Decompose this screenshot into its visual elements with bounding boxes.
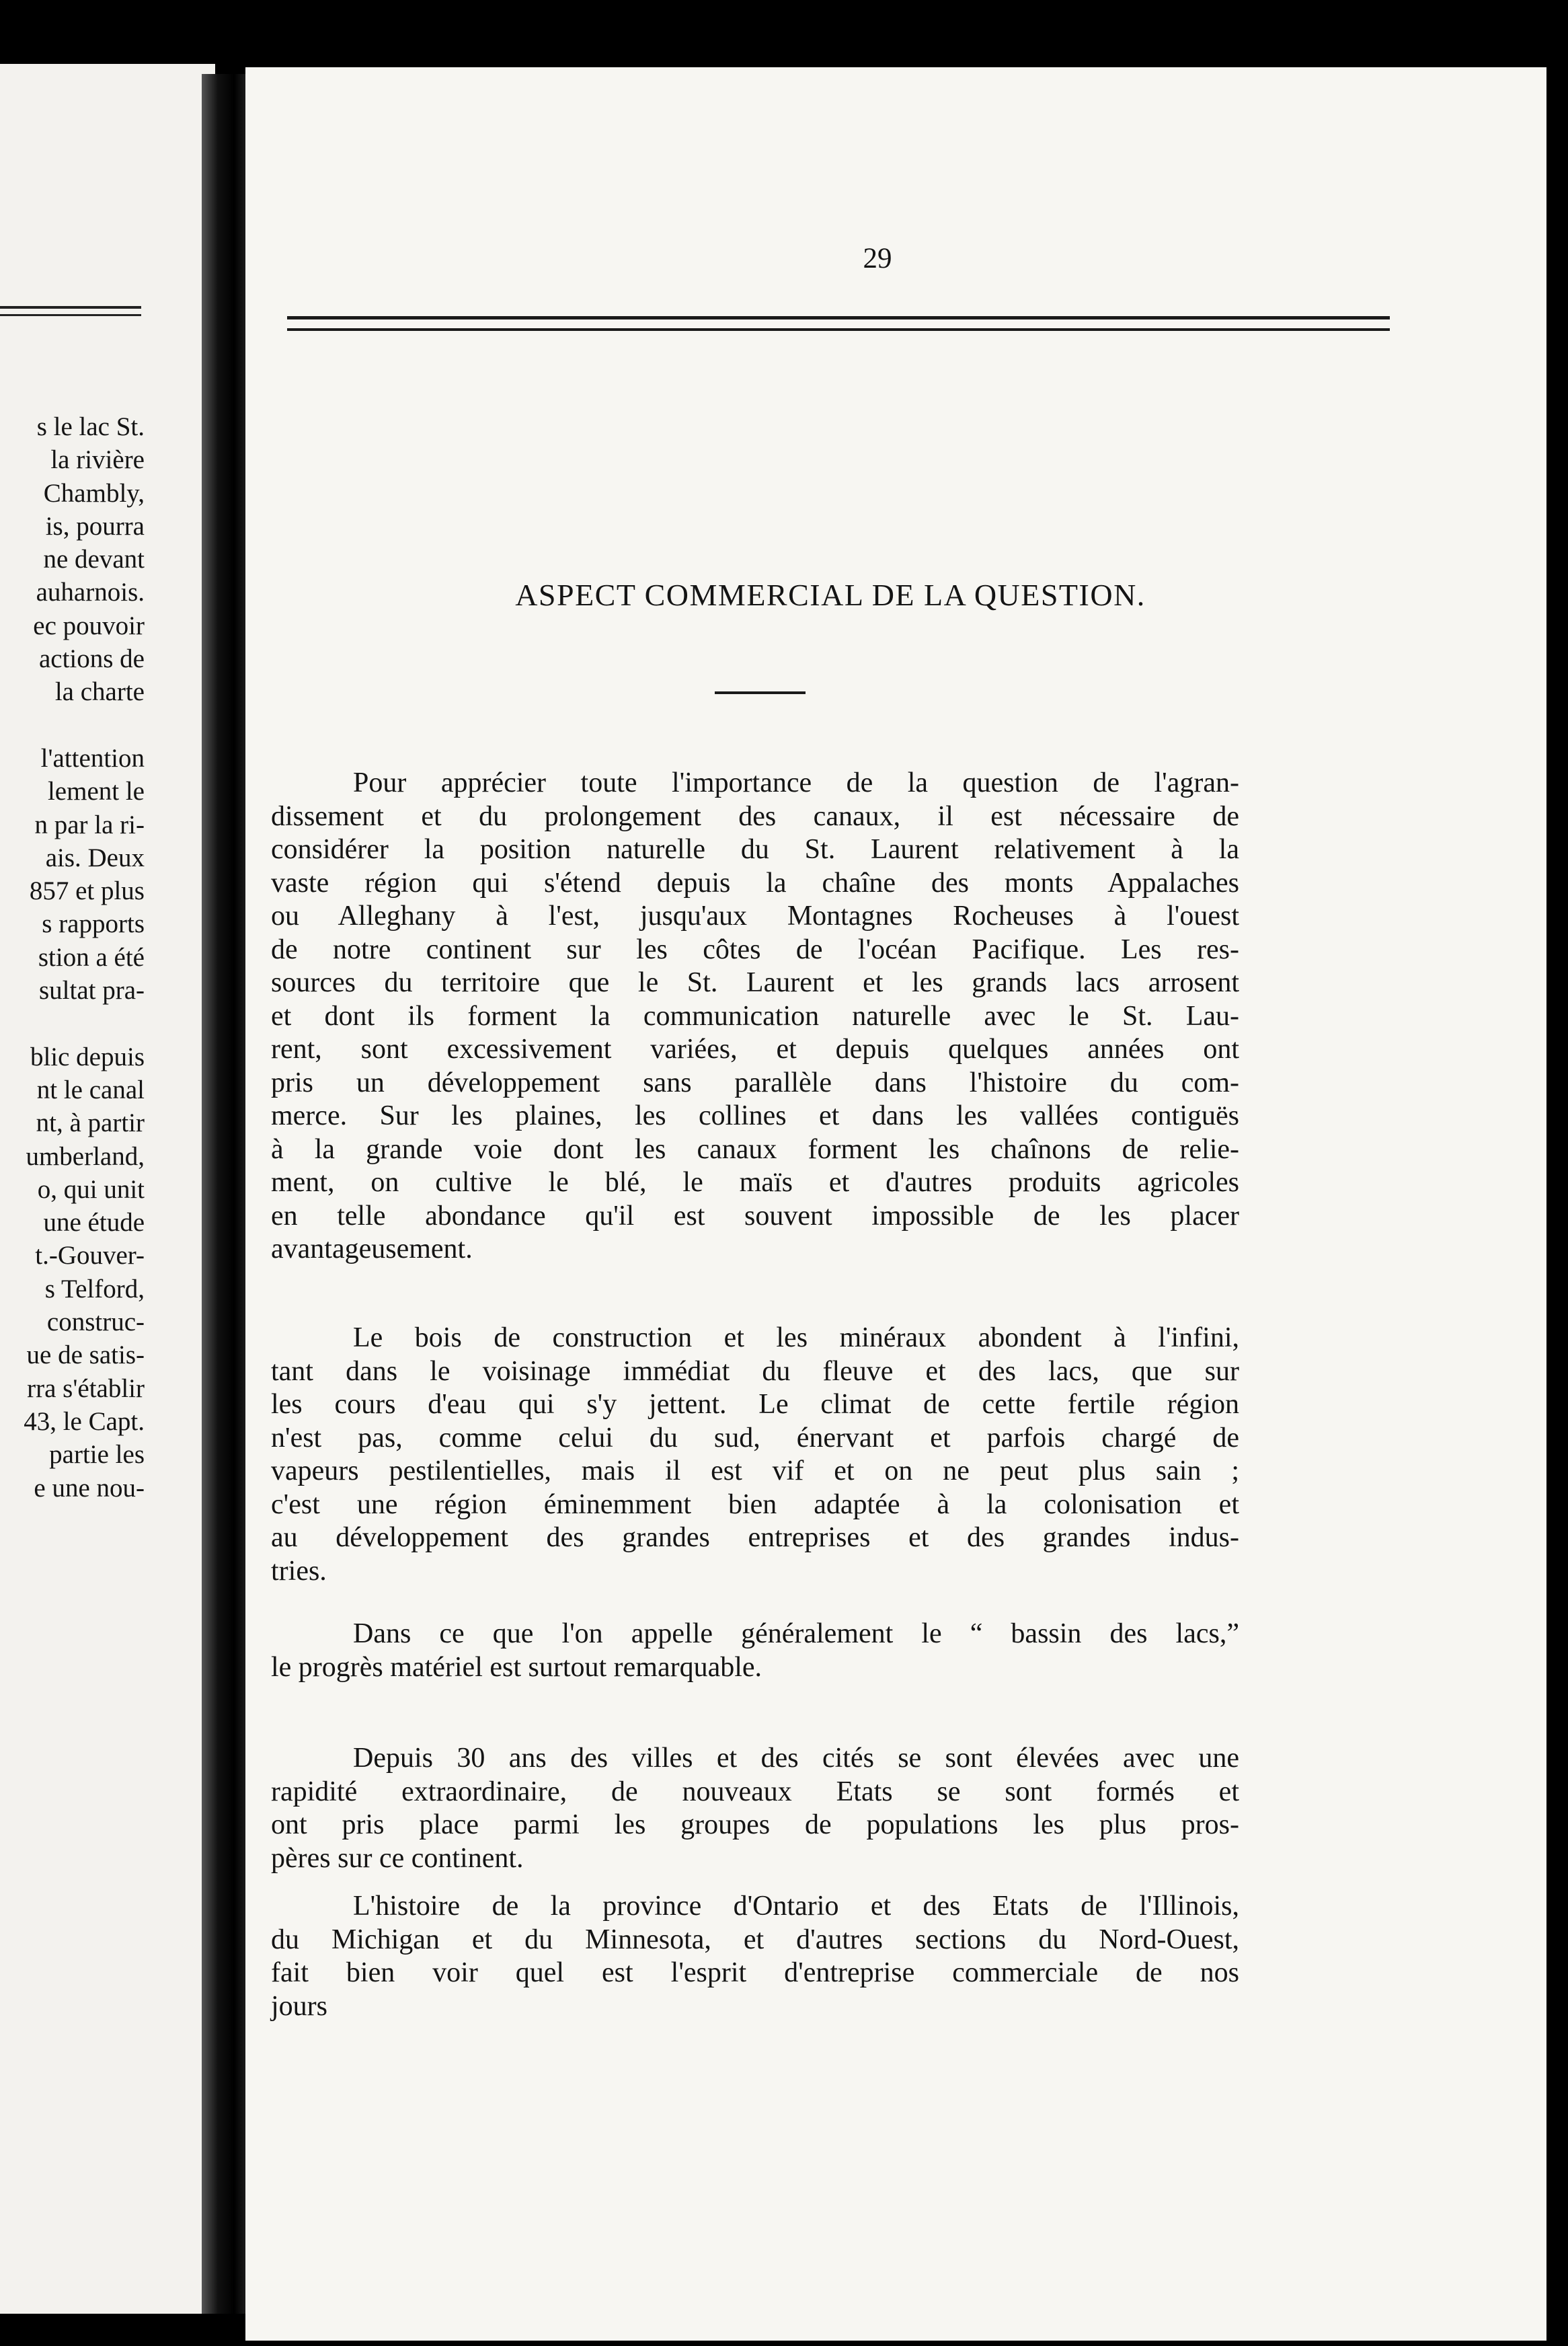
text-line: rapidité extraordinaire, de nouveaux Etats se sont formés et xyxy=(271,1776,1239,1807)
header-double-rule xyxy=(287,316,1390,331)
text-line: jours xyxy=(271,1990,327,2022)
text-line: tant dans le voisinage immédiat du fleuve et des lacs, que sur xyxy=(271,1355,1239,1387)
text-line: en telle abondance qu'il est souvent impossible de les placer xyxy=(271,1200,1239,1232)
text-line: le progrès matériel est surtout remarquable. xyxy=(271,1651,762,1683)
left-page-line: nt, à partir xyxy=(36,1108,145,1138)
text-line: et dont ils forment la communication naturelle avec le St. Lau- xyxy=(271,1000,1239,1032)
text-line: Le bois de construction et les minéraux abondent à l'infini, xyxy=(353,1322,1239,1353)
left-page-line: stion a été xyxy=(38,942,145,972)
left-page-line: blic depuis xyxy=(30,1042,145,1071)
left-page-line: ec pouvoir xyxy=(33,611,145,640)
left-page-line: l'attention xyxy=(40,743,145,773)
paragraph-2 xyxy=(271,1322,1239,1588)
left-page-line: ne devant xyxy=(43,545,145,574)
text-line: à la grande voie dont les canaux forment les chaînons de relie- xyxy=(271,1133,1239,1165)
left-page-rule xyxy=(0,306,141,309)
text-line: merce. Sur les plaines, les collines et dans les vallées contiguës xyxy=(271,1100,1239,1131)
left-page-line: s rapports xyxy=(42,909,145,939)
text-line: Dans ce que l'on appelle généralement le “ bassin des lacs,” xyxy=(353,1618,1239,1649)
left-page-line: 857 et plus xyxy=(29,876,145,906)
left-page-line xyxy=(0,1007,145,1040)
text-line: L'histoire de la province d'Ontario et des Etats de l'Illinois, xyxy=(353,1891,1239,1922)
paragraph-5 xyxy=(271,1890,1239,2023)
left-page-line: nt le canal xyxy=(36,1075,145,1104)
left-page-line: n par la ri- xyxy=(34,810,145,839)
text-line: avantageusement. xyxy=(271,1234,473,1264)
left-page-line: partie les xyxy=(49,1440,145,1470)
text-line: rent, sont excessivement variées, et depuis quelques années ont xyxy=(271,1034,1239,1065)
left-facing-page xyxy=(0,64,215,2314)
text-line: ou Alleghany à l'est, jusqu'aux Montagnes Rocheuses à l'ouest xyxy=(271,901,1239,932)
left-page-line: s le lac St. xyxy=(36,412,145,441)
text-line: ont pris place parmi les groupes de populations les plus pros- xyxy=(271,1809,1239,1840)
left-page-line: actions de xyxy=(38,644,145,674)
text-line: pris un développement sans parallèle dans l'histoire du com- xyxy=(271,1067,1239,1098)
left-page-line: construc- xyxy=(46,1308,145,1337)
page xyxy=(245,67,1546,2341)
text-line: de notre continent sur les côtes de l'océan Pacifique. Les res- xyxy=(271,934,1239,965)
paragraph-3 xyxy=(271,1618,1239,1684)
text-line: vaste région qui s'étend depuis la chaîne des monts Appalaches xyxy=(271,867,1239,899)
left-page-text xyxy=(0,410,145,1505)
page-number: 29 xyxy=(863,243,892,274)
section-heading: ASPECT COMMERCIAL DE LA QUESTION. xyxy=(515,578,1146,612)
left-page-line: is, pourra xyxy=(45,511,145,541)
left-page-line: sultat pra- xyxy=(38,976,145,1006)
text-line: Depuis 30 ans des villes et des cités se sont élevées avec une xyxy=(353,1743,1239,1774)
left-page-line: e une nou- xyxy=(34,1473,145,1503)
text-line: pères sur ce continent. xyxy=(271,1842,524,1874)
text-line: vapeurs pestilentielles, mais il est vif et on ne peut plus sain ; xyxy=(271,1455,1239,1486)
left-page-line: lement le xyxy=(47,777,145,806)
left-page-line: ais. Deux xyxy=(45,843,145,872)
paragraph-4 xyxy=(271,1742,1239,1875)
text-line: sources du territoire que le St. Laurent et les grands lacs arrosent xyxy=(271,967,1239,998)
left-page-line: umberland, xyxy=(26,1141,145,1171)
text-line: ment, on cultive le blé, le maïs et d'autres produits agricoles xyxy=(271,1167,1239,1198)
paragraph-1 xyxy=(271,767,1239,1266)
text-line: considérer la position naturelle du St. Laurent relativement à la xyxy=(271,834,1239,865)
left-page-line: rra s'établir xyxy=(27,1373,145,1403)
left-page-line: o, qui unit xyxy=(37,1174,145,1204)
left-page-line: ue de satis- xyxy=(26,1340,145,1370)
left-page-line: auharnois. xyxy=(36,578,145,607)
text-line: c'est une région éminemment bien adaptée à la colonisation et xyxy=(271,1488,1239,1520)
left-page-line: t.-Gouver- xyxy=(35,1241,145,1271)
text-line: dissement et du prolongement des canaux, il est nécessaire de xyxy=(271,800,1239,832)
left-page-rule-2 xyxy=(0,314,141,316)
left-page-line: 43, le Capt. xyxy=(24,1406,145,1436)
left-page-line xyxy=(0,709,145,742)
left-page-line: s Telford, xyxy=(44,1274,145,1303)
text-line: tries. xyxy=(271,1555,327,1587)
text-line: Pour apprécier toute l'importance de la question de l'agran- xyxy=(353,767,1239,798)
text-line: fait bien voir quel est l'esprit d'entreprise commerciale de nos xyxy=(271,1957,1239,1988)
left-page-line: Chambly, xyxy=(43,478,145,508)
text-line: au développement des grandes entreprises et des grandes indus- xyxy=(271,1522,1239,1553)
heading-separator-rule xyxy=(715,691,806,694)
text-line: du Michigan et du Minnesota, et d'autres sections du Nord-Ouest, xyxy=(271,1924,1239,1955)
text-line: n'est pas, comme celui du sud, énervant et parfois chargé de xyxy=(271,1422,1239,1453)
left-page-line: la rivière xyxy=(50,445,145,475)
text-line: les cours d'eau qui s'y jettent. Le climat de cette fertile région xyxy=(271,1389,1239,1420)
left-page-line: la charte xyxy=(54,677,145,707)
left-page-line: une étude xyxy=(43,1208,145,1238)
